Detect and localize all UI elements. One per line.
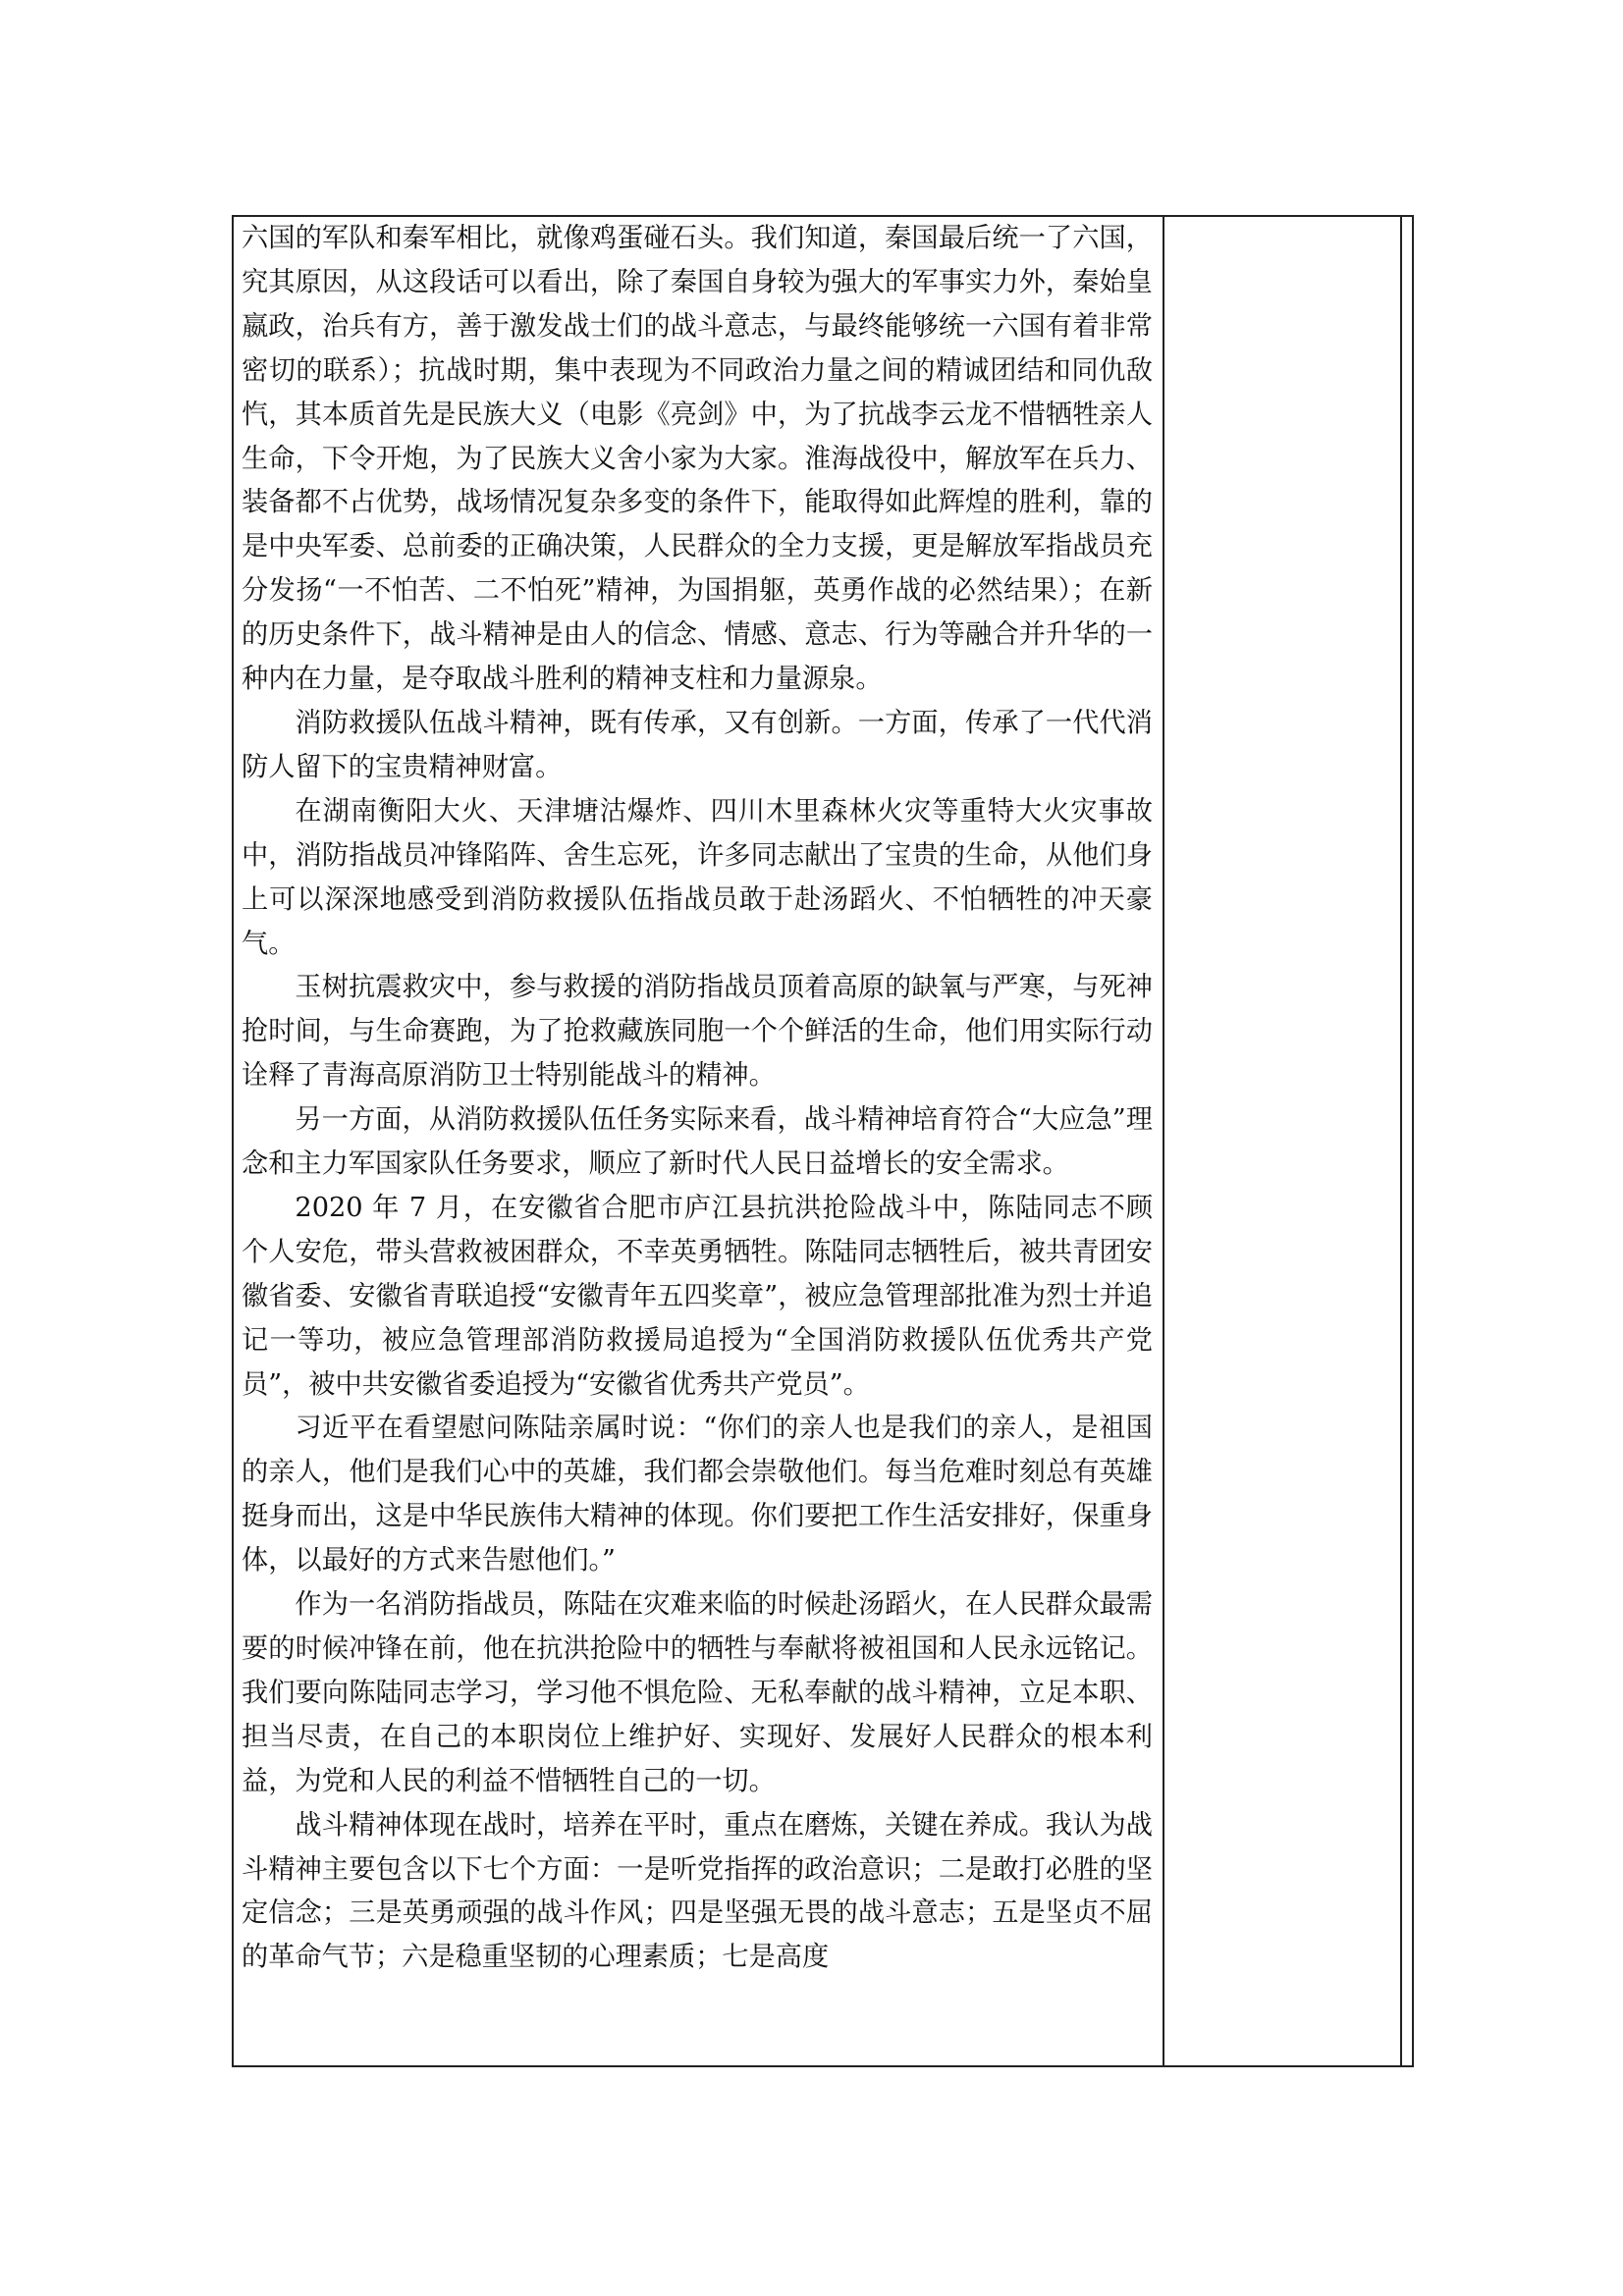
notes-cell — [1163, 216, 1401, 2066]
document-table — [232, 215, 1414, 2067]
paragraph-1: 六国的军队和秦军相比，就像鸡蛋碰石头。我们知道，秦国最后统一了六国，究其原因，从这段话可以看出，除了秦国自身较为强大的军事实力外，秦始皇嬴政，治兵有方，善于激发战士们的战斗意志，与最终能够统一六国有着非常密切的联系）；抗战时期，集中表现为不同政治力量之间的精诚团结和同仇敌忾，其本质首先是民族大义（电影《亮剑》中，为了抗战李云龙不惜牺牲亲人生命，下令开炮，为了民族大义舍小家为大家。淮海战役中，解放军在兵力、装备都不占优势，战场情况复杂多变的条件下，能取得如此辉煌的胜利，靠的是中央军委、总前委的正确决策，人民群众的全力支援，更是解放军指战员充分发扬“一不怕苦、二不怕死”精神，为国捐躯，英勇作战的必然结果）；在新的历史条件下，战斗精神是由人的信念、情感、意志、行为等融合并升华的一种内在力量，是夺取战斗胜利的精神支柱和力量源泉。 — [242, 223, 1153, 695]
paragraph-6: 2020 年 7 月，在安徽省合肥市庐江县抗洪抢险战斗中，陈陆同志不顾个人安危，带头营救被困群众，不幸英勇牺牲。陈陆同志牺牲后，被共青团安徽省委、安徽省青联追授“安徽青年五四奖章”，被应急管理部批准为烈士并追记一等功，被应急管理部消防救援局追授为“全国消防救援队伍优秀共产党员”，被中共安徽省委追授为“安徽省优秀共产党员”。 — [242, 1192, 1153, 1400]
paragraph-4: 玉树抗震救灾中，参与救援的消防指战员顶着高原的缺氧与严寒，与死神抢时间，与生命赛跑，为了抢救藏族同胞一个个鲜活的生命，他们用实际行动诠释了青海高原消防卫士特别能战斗的精神。 — [242, 972, 1153, 1092]
main-text — [234, 217, 1163, 1980]
table-row — [233, 216, 1413, 2066]
paragraph-5: 另一方面，从消防救援队伍任务实际来看，战斗精神培育符合“大应急”理念和主力军国家队任务要求，顺应了新时代人民日益增长的安全需求。 — [242, 1104, 1153, 1180]
margin-cell — [1401, 216, 1413, 2066]
paragraph-2: 消防救援队伍战斗精神，既有传承，又有创新。一方面，传承了一代代消防人留下的宝贵精神财富。 — [242, 707, 1153, 782]
paragraph-8: 作为一名消防指战员，陈陆在灾难来临的时候赴汤蹈火，在人民群众最需要的时候冲锋在前，他在抗洪抢险中的牺牲与奉献将被祖国和人民永远铭记。我们要向陈陆同志学习，学习他不惧危险、无私奉献的战斗精神，立足本职、担当尽责，在自己的本职岗位上维护好、实现好、发展好人民群众的根本利益，为党和人民的利益不惜牺牲自己的一切。 — [242, 1589, 1153, 1796]
paragraph-7: 习近平在看望慰问陈陆亲属时说：“你们的亲人也是我们的亲人，是祖国的亲人，他们是我们心中的英雄，我们都会崇敬他们。每当危难时刻总有英雄挺身而出，这是中华民族伟大精神的体现。你们要把工作生活安排好，保重身体，以最好的方式来告慰他们。” — [242, 1413, 1153, 1576]
main-content-cell — [233, 216, 1163, 2066]
paragraph-3: 在湖南衡阳大火、天津塘沽爆炸、四川木里森林火灾等重特大火灾事故中，消防指战员冲锋陷阵、舍生忘死，许多同志献出了宝贵的生命，从他们身上可以深深地感受到消防救援队伍指战员敢于赴汤蹈火、不怕牺牲的冲天豪气。 — [242, 795, 1153, 959]
paragraph-9: 战斗精神体现在战时，培养在平时，重点在磨炼，关键在养成。我认为战斗精神主要包含以下七个方面：一是听党指挥的政治意识；二是敢打必胜的坚定信念；三是英勇顽强的战斗作风；四是坚强无畏的战斗意志；五是坚贞不屈的革命气节；六是稳重坚韧的心理素质；七是高度 — [242, 1809, 1153, 1973]
